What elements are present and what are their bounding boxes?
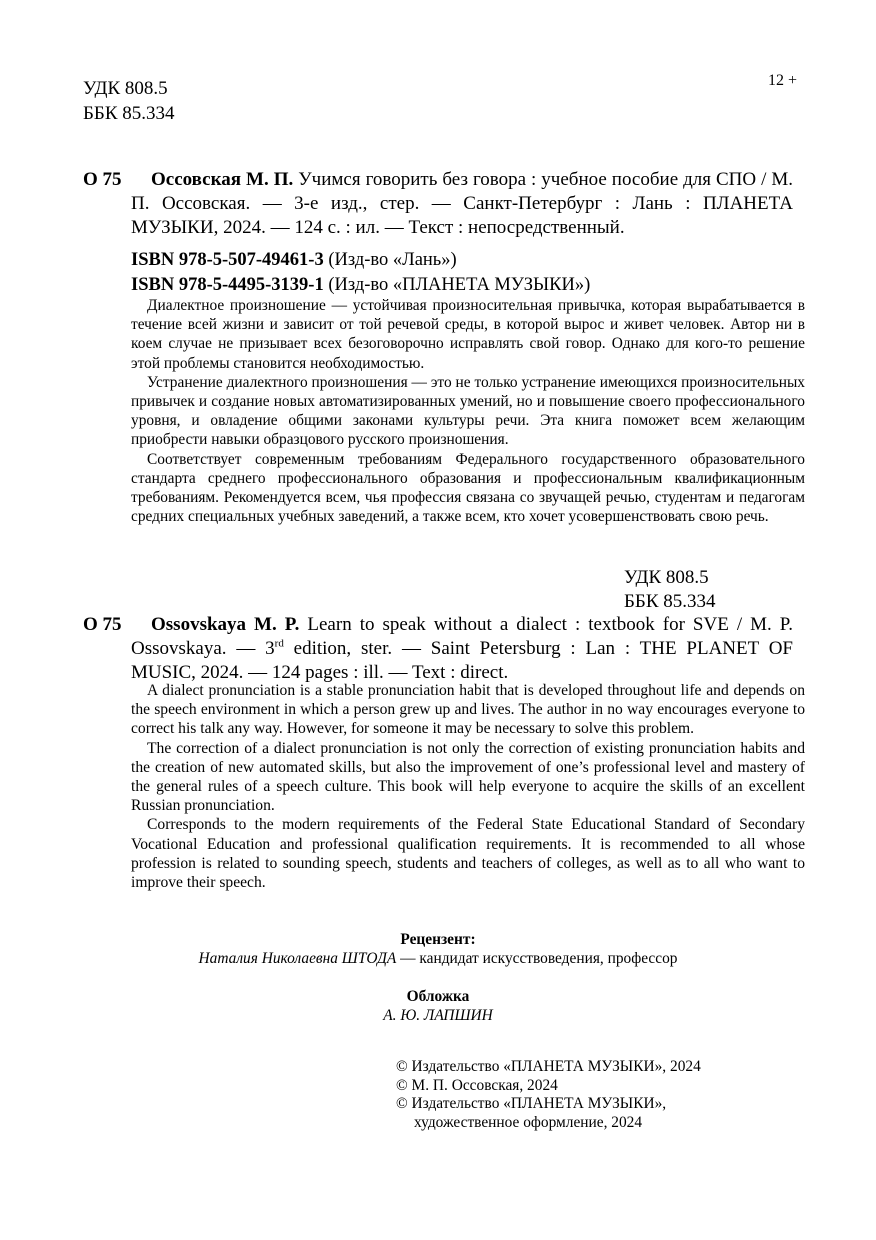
- title-description-cont: edition, ster. — Saint Petersburg : Lan : THE PLANET OF MUSIC, 2024. — 124 pages : ill. — Text : direct.: [131, 638, 793, 683]
- abstract-paragraph: Диалектное произношение — устойчивая произносительная привычка, которая вырабатывается в течение всей жизни и зависит от той речевой среды, в которой вырос и живет человек. Автор ни в коем случае не призывает всех безоговорочно исправлять свой говор. Однако для кого-то решение этой проблемы становится необходимостью.: [131, 297, 805, 372]
- isbn-number: ISBN 978-5-4495-3139-1: [131, 275, 324, 295]
- title-description: Learn to speak without a dialect : textbook for SVE / M. P. Ossovskaya. — 3: [131, 614, 794, 659]
- en-classification: [624, 566, 716, 614]
- isbn-line-1: [131, 248, 457, 272]
- abstract-paragraph: A dialect pronunciation is a stable pronunciation habit that is developed throughout life and depends on the speech environment in which a person grew up and lives. The author in no way encourages everyone to correct his talk any way. However, for someone it may be necessary to solve this problem.: [131, 682, 805, 738]
- bbk-code: ББК 85.334: [83, 103, 175, 124]
- edition-superscript: rd: [274, 637, 284, 650]
- copyright-line: художественное оформление, 2024: [414, 1113, 643, 1131]
- cover-heading: Обложка: [406, 988, 470, 1005]
- copyright-line: © Издательство «ПЛАНЕТА МУЗЫКИ»,: [396, 1095, 667, 1112]
- copyright-line: © М. П. Оссовская, 2024: [396, 1076, 558, 1094]
- isbn-publisher: (Изд-во «ПЛАНЕТА МУЗЫКИ»): [328, 275, 591, 295]
- en-bibliographic-entry: [83, 613, 793, 685]
- author-sign: О 75: [83, 614, 122, 635]
- copyright-line: © Издательство «ПЛАНЕТА МУЗЫКИ», 2024: [396, 1058, 701, 1075]
- udk-code: УДК 808.5: [624, 567, 709, 588]
- abstract-paragraph: The correction of a dialect pronunciation is not only the correction of existing pronunciation habits and the creation of new automated skills, but also the improvement of one’s professional level and mastery of the general rules of a speech culture. This book will help everyone to acquire the skills of an excellent Russian pronunciation.: [131, 739, 805, 815]
- classification-header: [83, 76, 175, 126]
- reviewer-line: [0, 949, 876, 969]
- en-entry-description: [131, 613, 793, 685]
- ru-bibliographic-entry: [83, 168, 793, 240]
- cover-artist: А. Ю. ЛАПШИН: [383, 1007, 493, 1024]
- title-description: Учимся говорить без говора : учебное пособие для СПО / М. П. Оссовская. — 3-е изд., стер. — Санкт-Петербург : Лань : ПЛАНЕТА МУЗЫКИ, 2024. — 124 с. : ил. — Текст : непосредственный.: [131, 169, 794, 238]
- reviewer-name: Наталия Николаевна ШТОДА: [198, 950, 397, 967]
- bbk-code: ББК 85.334: [624, 591, 716, 612]
- age-rating: 12 +: [768, 72, 798, 89]
- udk-code: УДК 808.5: [83, 78, 168, 99]
- abstract-paragraph: Устранение диалектного произношения — это не только устранение имеющихся произносительных привычек и создание новых автоматизированных умений, но и повышение своего профессионального уровня, и овладение общими законами культуры речи. Эта книга поможет всем желающим приобрести навыки образцового русского произношения.: [131, 373, 805, 449]
- reviewer-title: — кандидат искусствоведения, профессор: [396, 950, 678, 967]
- abstract-paragraph: Corresponds to the modern requirements of the Federal State Educational Standard of Secondary Vocational Education and professional qualification requirements. It is recommended to all whose profession is related to sounding speech, students and teachers of colleges, as well as to all who want to improve their speech.: [131, 816, 805, 892]
- author-name: Оссовская М. П.: [151, 169, 294, 190]
- ru-entry-description: [131, 168, 793, 240]
- author-sign: О 75: [83, 169, 122, 190]
- abstract-paragraph: Соответствует современным требованиям Федерального государственного образовательного стандарта среднего профессионального образования и профессиональным квалификационным требованиям. Рекомендуется всем, чья профессия связана со звучащей речью, студентам и педагогам средних специальных учебных заведений, а также всем, кто хочет усовершенствовать свою речь.: [131, 450, 805, 526]
- isbn-line-2: [131, 273, 590, 297]
- copyright-block: [396, 1058, 701, 1132]
- author-name: Ossovskaya M. P.: [151, 614, 300, 635]
- isbn-number: ISBN 978-5-507-49461-3: [131, 250, 324, 270]
- reviewer-heading: Рецензент:: [400, 931, 476, 948]
- en-abstract: [131, 681, 805, 892]
- isbn-publisher: (Изд-во «Лань»): [328, 250, 457, 270]
- ru-abstract: [131, 296, 805, 526]
